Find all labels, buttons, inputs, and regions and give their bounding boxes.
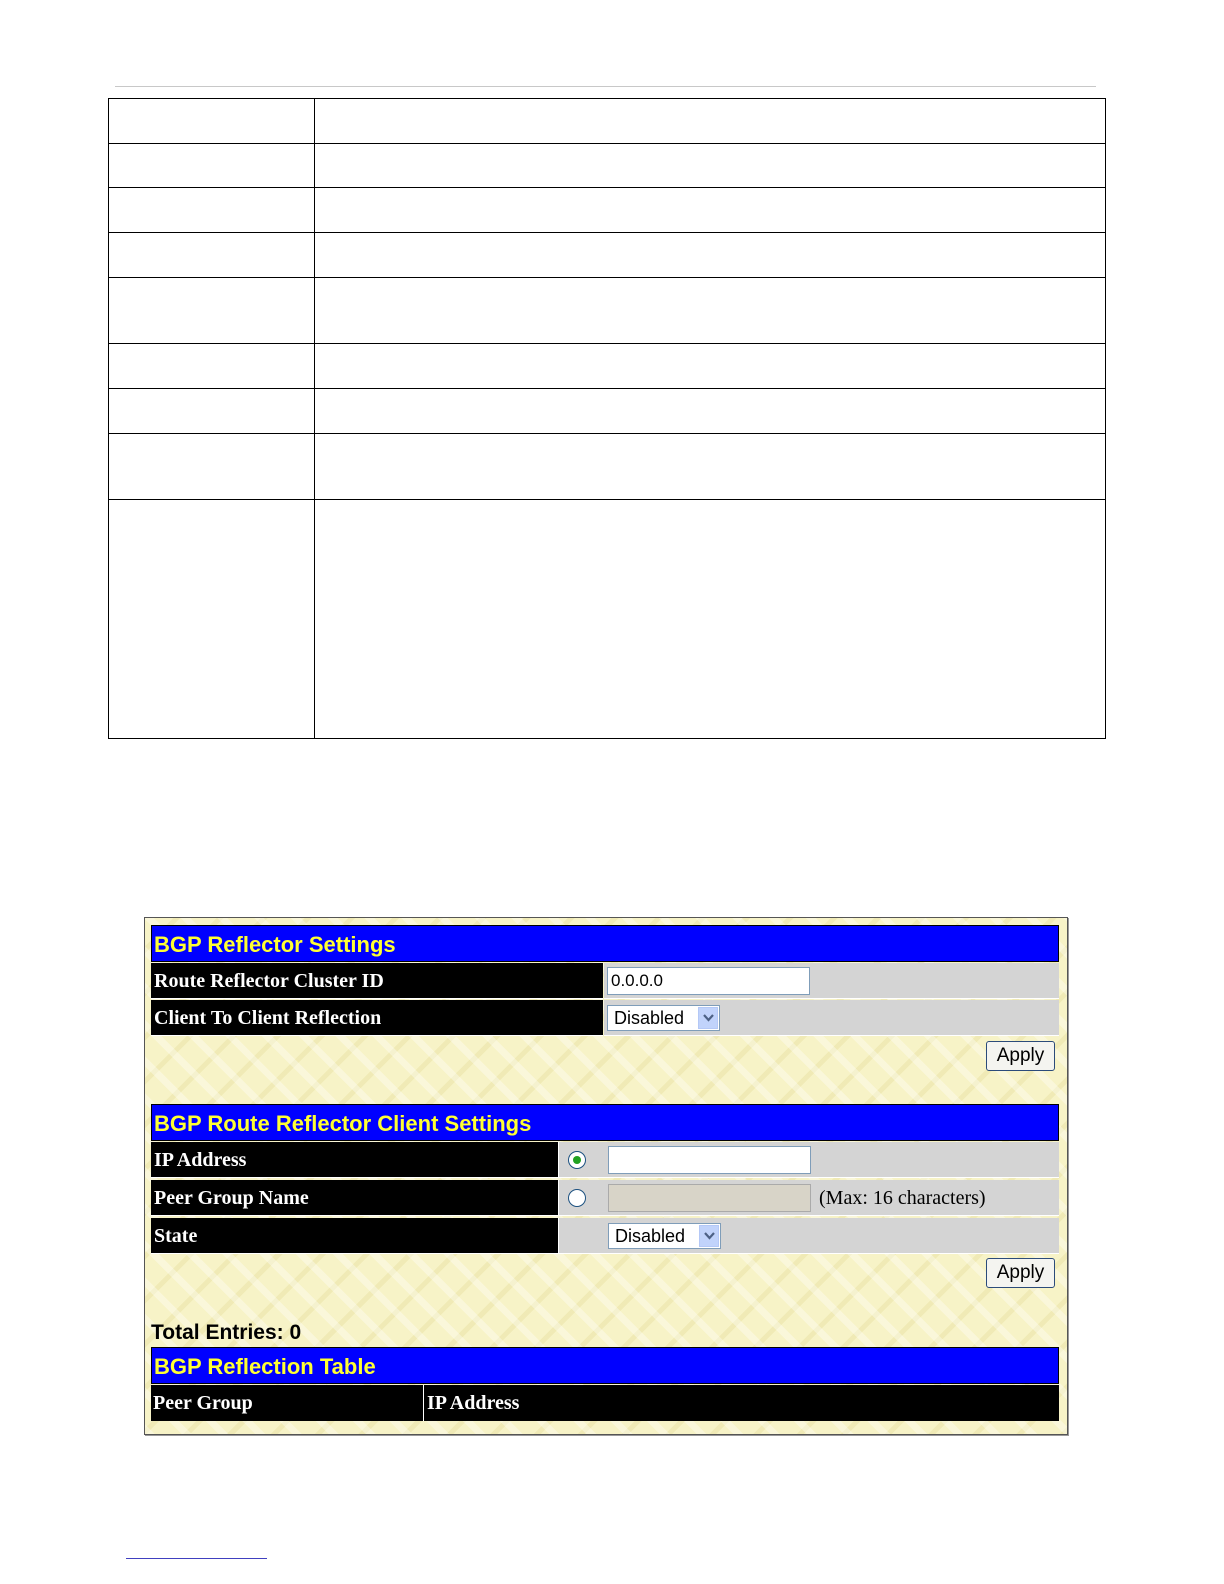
reflector-apply-button[interactable]: Apply <box>986 1041 1055 1071</box>
state-select[interactable] <box>608 1223 721 1249</box>
ip-address-radio[interactable] <box>568 1151 586 1169</box>
c2c-reflection-label: Client To Client Reflection <box>151 1000 603 1036</box>
cluster-id-row <box>151 963 1059 999</box>
peer-group-input[interactable] <box>608 1184 811 1212</box>
table-row <box>109 188 1106 233</box>
ip-address-row <box>151 1142 1059 1178</box>
peer-group-row <box>151 1180 1059 1216</box>
reflection-table-columns <box>151 1385 1059 1421</box>
c2c-reflection-select[interactable] <box>607 1005 720 1031</box>
parameter-description-table <box>108 98 1106 739</box>
c2c-reflection-row <box>151 1000 1059 1036</box>
c2c-reflection-value: Disabled <box>614 1008 685 1028</box>
table-row <box>109 500 1106 739</box>
column-peer-group: Peer Group <box>151 1385 424 1421</box>
ip-address-input[interactable] <box>608 1146 811 1174</box>
reflection-table-header: BGP Reflection Table <box>151 1347 1059 1384</box>
page-header-rule <box>115 86 1096 87</box>
ip-address-label: IP Address <box>151 1142 558 1178</box>
table-row <box>109 99 1106 144</box>
bgp-reflector-panel <box>144 917 1068 1435</box>
state-label: State <box>151 1218 558 1254</box>
peer-group-radio[interactable] <box>568 1189 586 1207</box>
cluster-id-input[interactable]: 0.0.0.0 <box>607 967 810 995</box>
radio-selected-dot <box>573 1156 581 1164</box>
total-entries: Total Entries: 0 <box>151 1321 302 1344</box>
footer-link-underline <box>126 1558 267 1559</box>
table-row <box>109 389 1106 434</box>
table-row <box>109 278 1106 344</box>
peer-group-hint: (Max: 16 characters) <box>819 1187 986 1209</box>
client-settings-header: BGP Route Reflector Client Settings <box>151 1104 1059 1141</box>
chevron-down-icon[interactable] <box>698 1007 718 1029</box>
cluster-id-label: Route Reflector Cluster ID <box>151 963 603 999</box>
table-row <box>109 434 1106 500</box>
peer-group-label: Peer Group Name <box>151 1180 558 1216</box>
table-row <box>109 144 1106 188</box>
state-value: Disabled <box>615 1226 686 1246</box>
state-row <box>151 1218 1059 1254</box>
table-row <box>109 344 1106 389</box>
chevron-down-icon[interactable] <box>699 1225 719 1247</box>
client-apply-button[interactable]: Apply <box>986 1258 1055 1288</box>
table-row <box>109 233 1106 278</box>
column-ip-address: IP Address <box>427 1392 520 1414</box>
reflector-settings-header: BGP Reflector Settings <box>151 925 1059 962</box>
